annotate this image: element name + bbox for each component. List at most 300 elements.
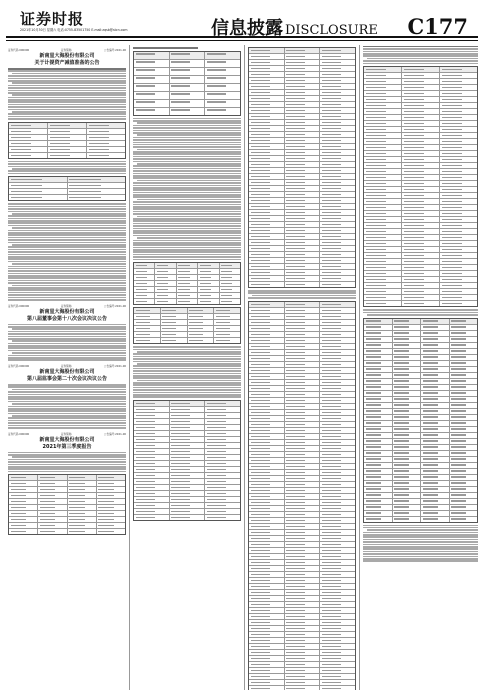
table-cell bbox=[440, 187, 477, 192]
table-cell bbox=[393, 433, 422, 438]
text-line bbox=[8, 466, 126, 468]
text-line bbox=[367, 314, 478, 316]
table-cell bbox=[285, 452, 321, 457]
data-table bbox=[248, 301, 356, 690]
table-cell bbox=[134, 485, 170, 490]
table-cell bbox=[364, 337, 393, 342]
table-cell bbox=[285, 650, 321, 655]
table-row bbox=[9, 153, 125, 158]
text-line bbox=[12, 168, 126, 170]
table-cell bbox=[249, 410, 285, 415]
text-line bbox=[8, 215, 126, 217]
table-cell bbox=[285, 476, 321, 481]
text-line bbox=[8, 220, 126, 222]
announcement-company: 新南星大海股份有限公司 bbox=[39, 308, 95, 315]
table-cell bbox=[249, 120, 285, 125]
announcement-title: 第八届监事会第二十次会议决议公告 bbox=[26, 376, 107, 383]
table-cell bbox=[249, 350, 285, 355]
table-cell bbox=[68, 189, 126, 194]
text-line bbox=[133, 228, 241, 230]
table-cell bbox=[249, 422, 285, 427]
table-cell bbox=[364, 277, 402, 282]
text-line bbox=[363, 544, 478, 546]
table-cell bbox=[249, 150, 285, 155]
table-cell bbox=[205, 473, 240, 478]
table-cell bbox=[450, 403, 478, 408]
text-line bbox=[363, 560, 478, 562]
table-cell bbox=[249, 282, 285, 287]
text-line bbox=[363, 553, 478, 555]
table-cell bbox=[285, 222, 321, 227]
table-cell bbox=[38, 475, 67, 480]
table-cell bbox=[364, 427, 393, 432]
table-cell bbox=[450, 481, 478, 486]
table-cell bbox=[205, 425, 240, 430]
text-line bbox=[8, 78, 126, 80]
text-line bbox=[8, 225, 126, 227]
table-cell bbox=[320, 620, 355, 625]
table-cell bbox=[285, 66, 321, 71]
text-line bbox=[8, 261, 126, 263]
table-cell bbox=[450, 355, 478, 360]
table-cell bbox=[220, 299, 240, 304]
table-cell bbox=[249, 222, 285, 227]
text-line bbox=[363, 51, 478, 53]
section-title-cn: 信息披露 bbox=[211, 18, 283, 39]
table-cell bbox=[320, 644, 355, 649]
table-cell bbox=[188, 326, 215, 331]
table-cell bbox=[440, 265, 477, 270]
table-cell bbox=[155, 287, 176, 292]
text-line bbox=[8, 401, 126, 403]
table-cell bbox=[134, 479, 170, 484]
table-cell bbox=[214, 308, 240, 313]
table-cell bbox=[285, 90, 321, 95]
table-cell bbox=[402, 73, 440, 78]
table-cell bbox=[285, 512, 321, 517]
table-cell bbox=[285, 174, 321, 179]
table-cell bbox=[134, 320, 161, 325]
text-line bbox=[133, 370, 241, 372]
table-cell bbox=[364, 235, 402, 240]
table-cell bbox=[285, 680, 321, 685]
table-cell bbox=[285, 566, 321, 571]
text-line bbox=[8, 118, 126, 120]
table-cell bbox=[9, 147, 48, 152]
table-cell bbox=[393, 391, 422, 396]
table-cell bbox=[450, 517, 478, 522]
table-cell bbox=[320, 626, 355, 631]
table-cell bbox=[249, 144, 285, 149]
table-cell bbox=[320, 584, 355, 589]
table-cell bbox=[134, 461, 170, 466]
table-cell bbox=[364, 259, 402, 264]
table-cell bbox=[320, 428, 355, 433]
page-number: C177 bbox=[407, 14, 468, 39]
table-cell bbox=[440, 223, 477, 228]
data-table bbox=[133, 51, 241, 116]
table-cell bbox=[249, 246, 285, 251]
table-cell bbox=[134, 60, 170, 67]
table-cell bbox=[285, 674, 321, 679]
stock-abbr: 证券简称: bbox=[60, 432, 73, 436]
table-cell bbox=[134, 497, 170, 502]
text-line bbox=[8, 256, 126, 258]
text-line bbox=[8, 468, 126, 470]
table-cell bbox=[134, 275, 155, 280]
text-line bbox=[8, 92, 126, 94]
table-cell bbox=[68, 523, 97, 528]
table-cell bbox=[421, 469, 450, 474]
table-cell bbox=[220, 287, 240, 292]
table-cell bbox=[440, 205, 477, 210]
table-cell bbox=[364, 463, 393, 468]
table-cell bbox=[97, 481, 125, 486]
table-cell bbox=[249, 680, 285, 685]
announcement-header bbox=[8, 304, 126, 322]
text-line bbox=[133, 361, 241, 363]
announcement-no: 公告编号:2021-00 bbox=[103, 304, 126, 308]
table-cell bbox=[364, 127, 402, 132]
announcement-no: 公告编号:2021-00 bbox=[103, 365, 126, 369]
table-cell bbox=[170, 497, 206, 502]
table-cell bbox=[214, 314, 240, 319]
table-cell bbox=[285, 338, 321, 343]
table-cell bbox=[177, 275, 198, 280]
table-cell bbox=[285, 132, 321, 137]
text-line bbox=[8, 87, 126, 89]
table-cell bbox=[402, 253, 440, 258]
data-table bbox=[363, 66, 478, 307]
table-cell bbox=[364, 205, 402, 210]
table-cell bbox=[134, 425, 170, 430]
text-line bbox=[8, 398, 126, 400]
announcement-company: 新南星大海股份有限公司 bbox=[39, 369, 95, 376]
table-row bbox=[134, 92, 240, 100]
table-cell bbox=[402, 235, 440, 240]
table-cell bbox=[320, 686, 355, 690]
table-cell bbox=[320, 452, 355, 457]
table-cell bbox=[170, 100, 206, 107]
table-cell bbox=[364, 247, 402, 252]
announcement-meta bbox=[8, 304, 126, 308]
table-cell bbox=[285, 656, 321, 661]
table-cell bbox=[440, 157, 477, 162]
table-cell bbox=[285, 410, 321, 415]
table-cell bbox=[402, 241, 440, 246]
table-cell bbox=[364, 73, 402, 78]
table-cell bbox=[285, 374, 321, 379]
text-line bbox=[12, 82, 126, 84]
text-line bbox=[133, 392, 241, 394]
table-cell bbox=[285, 282, 321, 287]
table-cell bbox=[9, 523, 38, 528]
table-cell bbox=[421, 493, 450, 498]
text-line bbox=[8, 161, 126, 163]
table-cell bbox=[134, 509, 170, 514]
text-line bbox=[133, 375, 241, 377]
text-line bbox=[363, 48, 478, 50]
table-cell bbox=[320, 524, 355, 529]
table-cell bbox=[320, 572, 355, 577]
table-cell bbox=[9, 499, 38, 504]
table-cell bbox=[320, 512, 355, 517]
text-line bbox=[137, 149, 241, 151]
table-cell bbox=[285, 404, 321, 409]
text-line bbox=[8, 345, 126, 347]
announcement-title: 2021年第三季度报告 bbox=[42, 443, 92, 450]
table-cell bbox=[320, 590, 355, 595]
table-cell bbox=[97, 505, 125, 510]
text-line bbox=[8, 350, 126, 352]
table-cell bbox=[249, 488, 285, 493]
table-cell bbox=[285, 572, 321, 577]
text-line bbox=[12, 389, 126, 391]
table-cell bbox=[320, 96, 355, 101]
table-cell bbox=[249, 632, 285, 637]
table-cell bbox=[440, 181, 477, 186]
text-line bbox=[8, 275, 126, 277]
table-cell bbox=[285, 560, 321, 565]
table-cell bbox=[249, 216, 285, 221]
table-cell bbox=[364, 343, 393, 348]
table-cell bbox=[198, 269, 219, 274]
table-cell bbox=[364, 379, 393, 384]
table-cell bbox=[320, 350, 355, 355]
table-cell bbox=[285, 638, 321, 643]
table-cell bbox=[285, 54, 321, 59]
table-cell bbox=[450, 439, 478, 444]
text-line bbox=[8, 80, 126, 82]
text-block bbox=[363, 525, 478, 562]
table-cell bbox=[285, 246, 321, 251]
table-cell bbox=[9, 183, 68, 188]
table-cell bbox=[205, 443, 240, 448]
text-line bbox=[363, 55, 478, 57]
table-cell bbox=[421, 439, 450, 444]
table-cell bbox=[440, 133, 477, 138]
table-cell bbox=[134, 263, 155, 268]
table-cell bbox=[220, 263, 240, 268]
table-cell bbox=[320, 374, 355, 379]
table-cell bbox=[68, 493, 97, 498]
text-line bbox=[133, 173, 241, 175]
table-cell bbox=[170, 515, 206, 520]
table-cell bbox=[393, 505, 422, 510]
table-cell bbox=[402, 109, 440, 114]
table-cell bbox=[402, 67, 440, 72]
text-line bbox=[363, 63, 478, 65]
text-line bbox=[137, 199, 241, 201]
text-block bbox=[133, 118, 241, 261]
table-cell bbox=[450, 397, 478, 402]
table-cell bbox=[402, 85, 440, 90]
table-cell bbox=[170, 467, 206, 472]
text-line bbox=[133, 387, 241, 389]
text-line bbox=[12, 213, 126, 215]
text-line bbox=[8, 410, 126, 412]
table-cell bbox=[393, 355, 422, 360]
table-cell bbox=[97, 517, 125, 522]
table-cell bbox=[170, 401, 206, 406]
table-cell bbox=[364, 271, 402, 276]
text-line bbox=[363, 546, 478, 548]
table-cell bbox=[285, 276, 321, 281]
table-cell bbox=[87, 141, 125, 146]
text-line bbox=[8, 99, 126, 101]
table-cell bbox=[402, 97, 440, 102]
table-cell bbox=[320, 332, 355, 337]
table-cell bbox=[48, 123, 87, 128]
table-cell bbox=[450, 463, 478, 468]
table-cell bbox=[364, 403, 393, 408]
table-cell bbox=[177, 293, 198, 298]
table-cell bbox=[320, 320, 355, 325]
table-cell bbox=[9, 511, 38, 516]
table-cell bbox=[170, 479, 206, 484]
table-cell bbox=[285, 668, 321, 673]
table-cell bbox=[285, 578, 321, 583]
text-line bbox=[363, 53, 478, 55]
table-cell bbox=[320, 150, 355, 155]
table-cell bbox=[285, 590, 321, 595]
text-line bbox=[8, 75, 126, 77]
data-table bbox=[248, 47, 356, 288]
table-cell bbox=[134, 269, 155, 274]
table-cell bbox=[134, 299, 155, 304]
text-line bbox=[133, 127, 241, 129]
text-line bbox=[8, 292, 126, 294]
table-cell bbox=[249, 54, 285, 59]
table-cell bbox=[320, 258, 355, 263]
table-cell bbox=[450, 475, 478, 480]
table-cell bbox=[249, 368, 285, 373]
table-cell bbox=[68, 177, 126, 182]
data-table bbox=[133, 400, 241, 521]
table-cell bbox=[364, 439, 393, 444]
table-cell bbox=[364, 415, 393, 420]
table-cell bbox=[364, 211, 402, 216]
table-cell bbox=[134, 108, 170, 115]
table-cell bbox=[364, 289, 402, 294]
table-cell bbox=[364, 145, 402, 150]
table-cell bbox=[320, 234, 355, 239]
table-cell bbox=[421, 481, 450, 486]
table-cell bbox=[87, 153, 125, 158]
table-cell bbox=[320, 650, 355, 655]
text-line bbox=[133, 187, 241, 189]
table-cell bbox=[249, 90, 285, 95]
table-cell bbox=[249, 524, 285, 529]
text-line bbox=[133, 259, 241, 261]
table-cell bbox=[249, 314, 285, 319]
table-cell bbox=[320, 132, 355, 137]
table-cell bbox=[364, 169, 402, 174]
table-cell bbox=[440, 67, 477, 72]
text-line bbox=[8, 273, 126, 275]
table-cell bbox=[134, 326, 161, 331]
table-cell bbox=[285, 326, 321, 331]
table-cell bbox=[220, 269, 240, 274]
table-cell bbox=[249, 48, 285, 53]
table-cell bbox=[440, 175, 477, 180]
table-cell bbox=[450, 499, 478, 504]
table-cell bbox=[421, 397, 450, 402]
table-cell bbox=[421, 445, 450, 450]
masthead bbox=[6, 10, 478, 44]
table-cell bbox=[249, 644, 285, 649]
table-cell bbox=[450, 421, 478, 426]
table-cell bbox=[450, 409, 478, 414]
table-cell bbox=[188, 338, 215, 343]
table-cell bbox=[97, 523, 125, 528]
table-cell bbox=[320, 398, 355, 403]
table-cell bbox=[285, 108, 321, 113]
table-cell bbox=[134, 314, 161, 319]
text-line bbox=[8, 106, 126, 108]
table-cell bbox=[393, 361, 422, 366]
table-cell bbox=[134, 419, 170, 424]
table-cell bbox=[364, 97, 402, 102]
text-line bbox=[133, 156, 241, 158]
table-cell bbox=[249, 320, 285, 325]
column-1 bbox=[8, 45, 126, 690]
table-cell bbox=[134, 407, 170, 412]
table-cell bbox=[393, 427, 422, 432]
data-table bbox=[8, 122, 126, 159]
table-cell bbox=[170, 419, 206, 424]
table-cell bbox=[285, 264, 321, 269]
table-cell bbox=[68, 511, 97, 516]
text-line bbox=[8, 101, 126, 103]
table-cell bbox=[440, 151, 477, 156]
text-line bbox=[133, 201, 241, 203]
text-line bbox=[133, 382, 241, 384]
table-cell bbox=[9, 189, 68, 194]
table-cell bbox=[285, 60, 321, 65]
text-line bbox=[133, 230, 241, 232]
table-cell bbox=[177, 299, 198, 304]
table-cell bbox=[285, 228, 321, 233]
text-line bbox=[8, 237, 126, 239]
text-line bbox=[137, 351, 241, 353]
table-cell bbox=[68, 481, 97, 486]
table-cell bbox=[450, 511, 478, 516]
table-cell bbox=[285, 398, 321, 403]
text-line bbox=[133, 189, 241, 191]
text-line bbox=[8, 211, 126, 213]
text-line bbox=[133, 244, 241, 246]
text-line bbox=[8, 347, 126, 349]
table-row bbox=[134, 84, 240, 92]
table-cell bbox=[249, 566, 285, 571]
table-cell bbox=[170, 485, 206, 490]
text-line bbox=[12, 227, 126, 229]
table-cell bbox=[48, 147, 87, 152]
table-cell bbox=[285, 524, 321, 529]
table-cell bbox=[285, 380, 321, 385]
text-line bbox=[133, 153, 241, 155]
table-cell bbox=[440, 139, 477, 144]
table-cell bbox=[285, 150, 321, 155]
table-cell bbox=[214, 320, 240, 325]
table-cell bbox=[440, 247, 477, 252]
table-cell bbox=[170, 76, 206, 83]
table-cell bbox=[421, 343, 450, 348]
table-cell bbox=[134, 401, 170, 406]
table-cell bbox=[249, 108, 285, 113]
table-cell bbox=[285, 302, 321, 307]
